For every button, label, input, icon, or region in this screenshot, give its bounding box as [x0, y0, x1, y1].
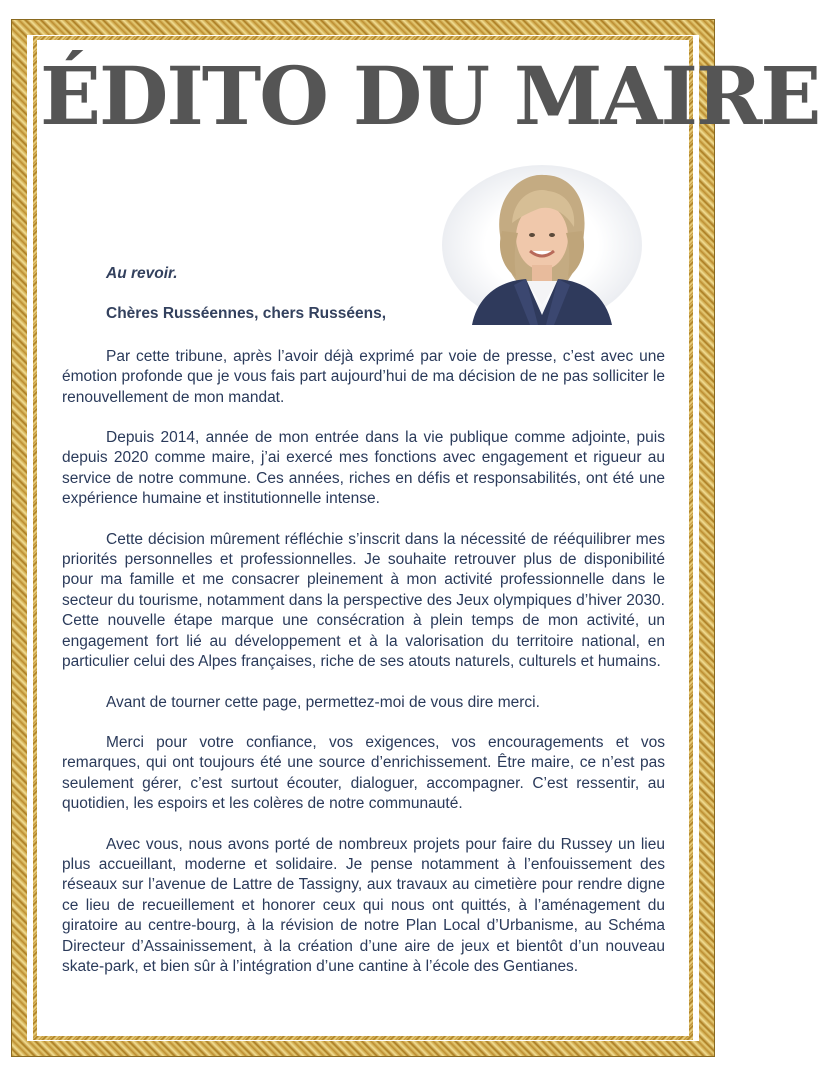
letter-paragraph: Cette décision mûrement réfléchie s’inscrit dans la nécessité de rééquilibrer mes priorités personnelles et professionnelles. Je souhaite retrouver plus de disponibilité pour ma famille et me consacrer pleinement à mon activité professionnelle dans le secteur du tourisme, notamment dans la perspective des Jeux olympiques d’hiver 2030. Cette nouvelle étape marque une consécration à plein temps de mon activité, un engagement fort lié au développement et à la valorisation du territoire national, en particulier celui des Alpes françaises, riche de ses atouts naturels, culturels et humains.: [62, 530, 665, 671]
letter-intro: Au revoir.: [106, 265, 178, 282]
letter-paragraph: Avant de tourner cette page, permettez-moi de vous dire merci.: [106, 693, 540, 711]
letter-paragraph: Depuis 2014, année de mon entrée dans la vie publique comme adjointe, puis depuis 2020 comme maire, j’ai exercé mes fonctions avec engagement et rigueur au service de notre commune. Ces années, riches en défis et responsabilités, ont été une expérience humaine et institutionnelle intense.: [62, 429, 665, 508]
letter-body: [62, 264, 665, 997]
letter-paragraph: Avec vous, nous avons porté de nombreux projets pour faire du Russey un lieu plus accueillant, moderne et solidaire. Je pense notamment à l’enfouissement des réseaux sur l’avenue de Lattre de Tassigny, aux travaux au cimetière pour rendre digne ce lieu de recueillement et honorer ceux qui nous ont quittés, à l’aménagement du giratoire au centre-bourg, à la révision de notre Plan Local d’Urbanisme, au Schéma Directeur d’Assainissement, à la création d’une aire de jeux et bientôt d’un nouveau skate-park, et bien sûr à l’intégration d’une cantine à l’école des Gentianes.: [62, 835, 665, 975]
letter-paragraph: Par cette tribune, après l’avoir déjà exprimé par voie de presse, c’est avec une émotion profonde que je vous fais part aujourd’hui de ma décision de ne pas solliciter le renouvellement de mon mandat.: [62, 347, 665, 406]
letter-greeting: Chères Russéennes, chers Russéens,: [106, 305, 386, 323]
page-title: ÉDITO DU MAIRE: [40, 49, 819, 143]
letter-paragraph: Merci pour votre confiance, vos exigences, vos encouragements et vos remarques, qui ont toujours été une source d’enrichissement. Être maire, ce n’est pas seulement gérer, c’est surtout écouter, dialoguer, accompagner. C’est ressentir, au quotidien, les espoirs et les colères de notre communauté.: [62, 733, 665, 813]
